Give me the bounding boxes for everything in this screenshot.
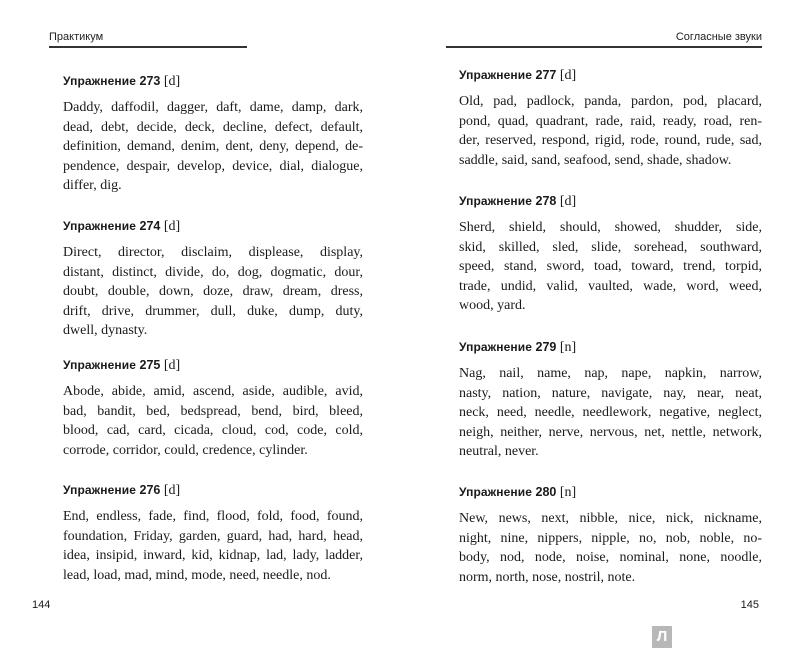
exercise-text: End, endless, fade, find, flood, fold, food, found, foundation, Friday, garden, guard, had, hard, head, idea, insipid, inward, kid, kidnap, lad, lady, ladder, lead, load, mad, mind, mode, need, needle, nod. xyxy=(63,509,363,583)
running-head: Согласные звуки xyxy=(675,31,762,43)
exercise-276 xyxy=(63,482,363,585)
header-rule xyxy=(49,46,247,48)
exercise-277 xyxy=(459,67,762,170)
exercise-text: Sherd, shield, should, showed, shudder, side, skid, skilled, sled, slide, sorehead, southward, speed, stand, sword, toad, toward, trend, torpid, trade, undid, valid, vaulted, wade, word, weed, wood, yard. xyxy=(459,220,762,314)
exercise-title: Упражнение 276 [d] xyxy=(63,483,181,498)
header-rule xyxy=(446,46,762,48)
exercise-text: Direct, director, disclaim, displease, display, distant, distinct, divide, do, dog, dogmatic, dour, doubt, double, down, doze, draw, dream, dress, drift, drive, drummer, dull, duke, dump, duty, dwell, dynasty. xyxy=(63,245,363,339)
exercise-280 xyxy=(459,484,762,587)
exercise-title: Упражнение 277 [d] xyxy=(459,68,577,83)
exercise-273 xyxy=(63,73,363,196)
exercise-title: Упражнение 275 [d] xyxy=(63,358,181,373)
exercise-title: Упражнение 273 [d] xyxy=(63,74,181,89)
exercise-title: Упражнение 280 [n] xyxy=(459,485,577,500)
exercise-text: Old, pad, padlock, panda, pardon, pod, placard, pond, quad, quadrant, rade, raid, ready, road, ren- der, reserved, respond, rigid, rode, round, rude, sad, saddle, said, sand, seafood, send, shade, shadow. xyxy=(459,94,762,168)
page-number: 145 xyxy=(740,599,759,611)
exercise-278 xyxy=(459,193,762,316)
exercise-title: Упражнение 274 [d] xyxy=(63,219,181,234)
running-head: Практикум xyxy=(49,31,104,43)
exercise-text: Abode, abide, amid, ascend, aside, audible, avid, bad, bandit, bed, bedspread, bend, bird, bleed, blood, cad, card, cicada, cloud, cod, code, cold, corrode, corridor, could, credence, cylinder. xyxy=(63,384,363,458)
exercise-275 xyxy=(63,357,363,460)
publisher-logo: Л xyxy=(652,626,672,648)
exercise-text: New, news, next, nibble, nice, nick, nickname, night, nine, nippers, nipple, no, nob, noble, no- body, nod, node, noise, nominal, none, noodle, norm, north, nose, nostril, note. xyxy=(459,511,762,585)
exercise-279 xyxy=(459,339,762,462)
exercise-274 xyxy=(63,218,363,341)
exercise-title: Упражнение 279 [n] xyxy=(459,340,577,355)
right-page xyxy=(400,0,800,659)
exercise-text: Nag, nail, name, nap, nape, napkin, narrow, nasty, nation, nature, navigate, nay, near, neat, neck, need, needle, needlework, negative, neglect, neigh, neither, nerve, nervous, net, nettle, network, neutral, never. xyxy=(459,366,762,460)
exercise-text: Daddy, daffodil, dagger, daft, dame, damp, dark, dead, debt, decide, deck, decline, defect, default, definition, demand, denim, dent, deny, depend, de- pendence, despair, develop, device, dial, dialogue, differ, dig. xyxy=(63,100,363,194)
exercise-title: Упражнение 278 [d] xyxy=(459,194,577,209)
page-number: 144 xyxy=(32,599,51,611)
